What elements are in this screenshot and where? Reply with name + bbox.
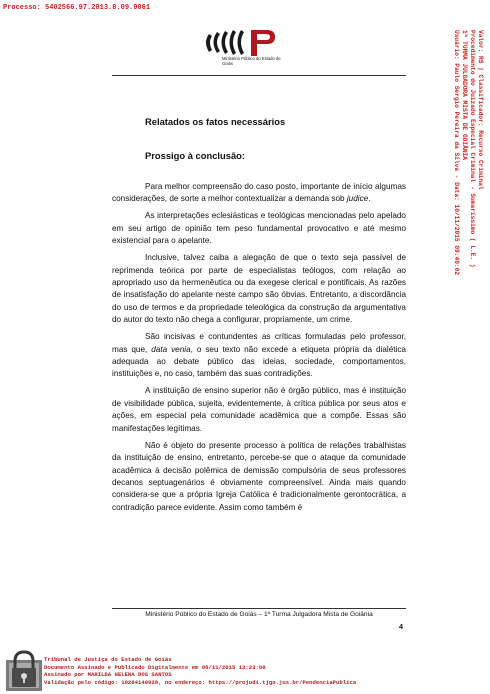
signature-details (44, 656, 356, 686)
signature-line: Tribunal de Justiça do Estado de Goiás (44, 656, 172, 663)
logo-caption: Ministério Público do Estado de Goiás (222, 56, 281, 66)
header-divider (112, 75, 406, 76)
document-body (112, 181, 406, 519)
page-number: 4 (399, 622, 403, 631)
body-paragraph: A instituição de ensino superior não é órgão público, mas é instituição de visibilidade pública, sujeita, evidentemente, à crítica pública por seus atos e ações, em especial pela comunidade acadêmica que a compõe. Essas são manifestações legítimas. (112, 386, 406, 433)
side-metadata-stamp (452, 30, 484, 275)
section-heading-facts: Relatados os fatos necessários (145, 116, 286, 127)
side-stamp-line: Usuário: Paulo Sergio Pereira da Silva - Data: 10/11/2015 09:40:02 (453, 30, 460, 276)
process-number-stamp: Processo: 5402566.97.2013.8.09.0061 (3, 4, 151, 12)
signature-line: Validação pelo código: 10264140928, no endereço: https://projudi.tjgo.jus.br/PendenciaPublica (44, 678, 357, 686)
footer-divider (112, 608, 406, 609)
section-heading-conclusion: Prossigo à conclusão: (145, 150, 246, 161)
side-stamp-line: 1ª TURMA JULGADORA MISTA DE GOIÂNIA (461, 30, 468, 160)
signature-line: Documento Assinado e Publicado Digitalmente em 06/11/2015 13:23:00 (44, 663, 266, 671)
body-paragraph: Inclusive, talvez caiba a alegação de que o texto seja passível de reprimenda teórica por parte de especialistas teólogos, com relação ao apropriado uso da hermenêutica ou da exegese clerical e pontificais. As razões de insatisfação do apelante neste campo são óbvias. Entretanto, a discordância do uso de termos e da propriedade teleológica da construção da argumentativa do autor do texto não chega a configurar, propriamente, um crime. (112, 253, 406, 325)
side-stamp-line: Valor: R$ | Classificador: Recurso Criminal (477, 30, 484, 190)
signature-line: Assinado por MARILDA HELENA DOS SANTOS (44, 671, 172, 679)
body-paragraph: As interpretações eclesiásticas e teológicas mencionadas pelo apelado em seu artigo de opinião tem peso fundamental provocativo e até mesmo existencial para o apelante. (112, 211, 406, 246)
side-stamp-line: Procedimento do Juizado Especial Criminal - Sumaríssimo ( L.E. ) (469, 30, 476, 268)
footer-text: Ministério Público do Estado de Goiás – 1ª Turma Julgadora Mista de Goiânia (145, 611, 373, 618)
body-paragraph: Para melhor compreensão do caso posto, importante de início algumas considerações, de sorte a melhor contextualizar a demanda sob judice. (112, 182, 406, 204)
body-paragraph: São incisivas e contundentes as críticas formuladas pelo professor, mas que, data venia, o seu texto não excede a etiqueta própria da dialética adequada ao debate público das ideias, sociedade, comportamentos, instituições e, no caso, também das suas contradições. (112, 332, 406, 379)
body-paragraph: Não é objeto do presente processo a política de relações trabalhistas da instituição de ensino, entretanto, percebe-se que o ataque da comunidade acadêmica à decisão polêmica de demissão compulsória de seus professores decanos septuagenários é obviamente compreensível. Ainda mais quando considera-se que a própria Igreja Católica é tradicionalmente gerontocrática, a contradição parece evidente. Assim como também é (112, 440, 406, 512)
digital-signature-lock-icon (5, 648, 43, 692)
